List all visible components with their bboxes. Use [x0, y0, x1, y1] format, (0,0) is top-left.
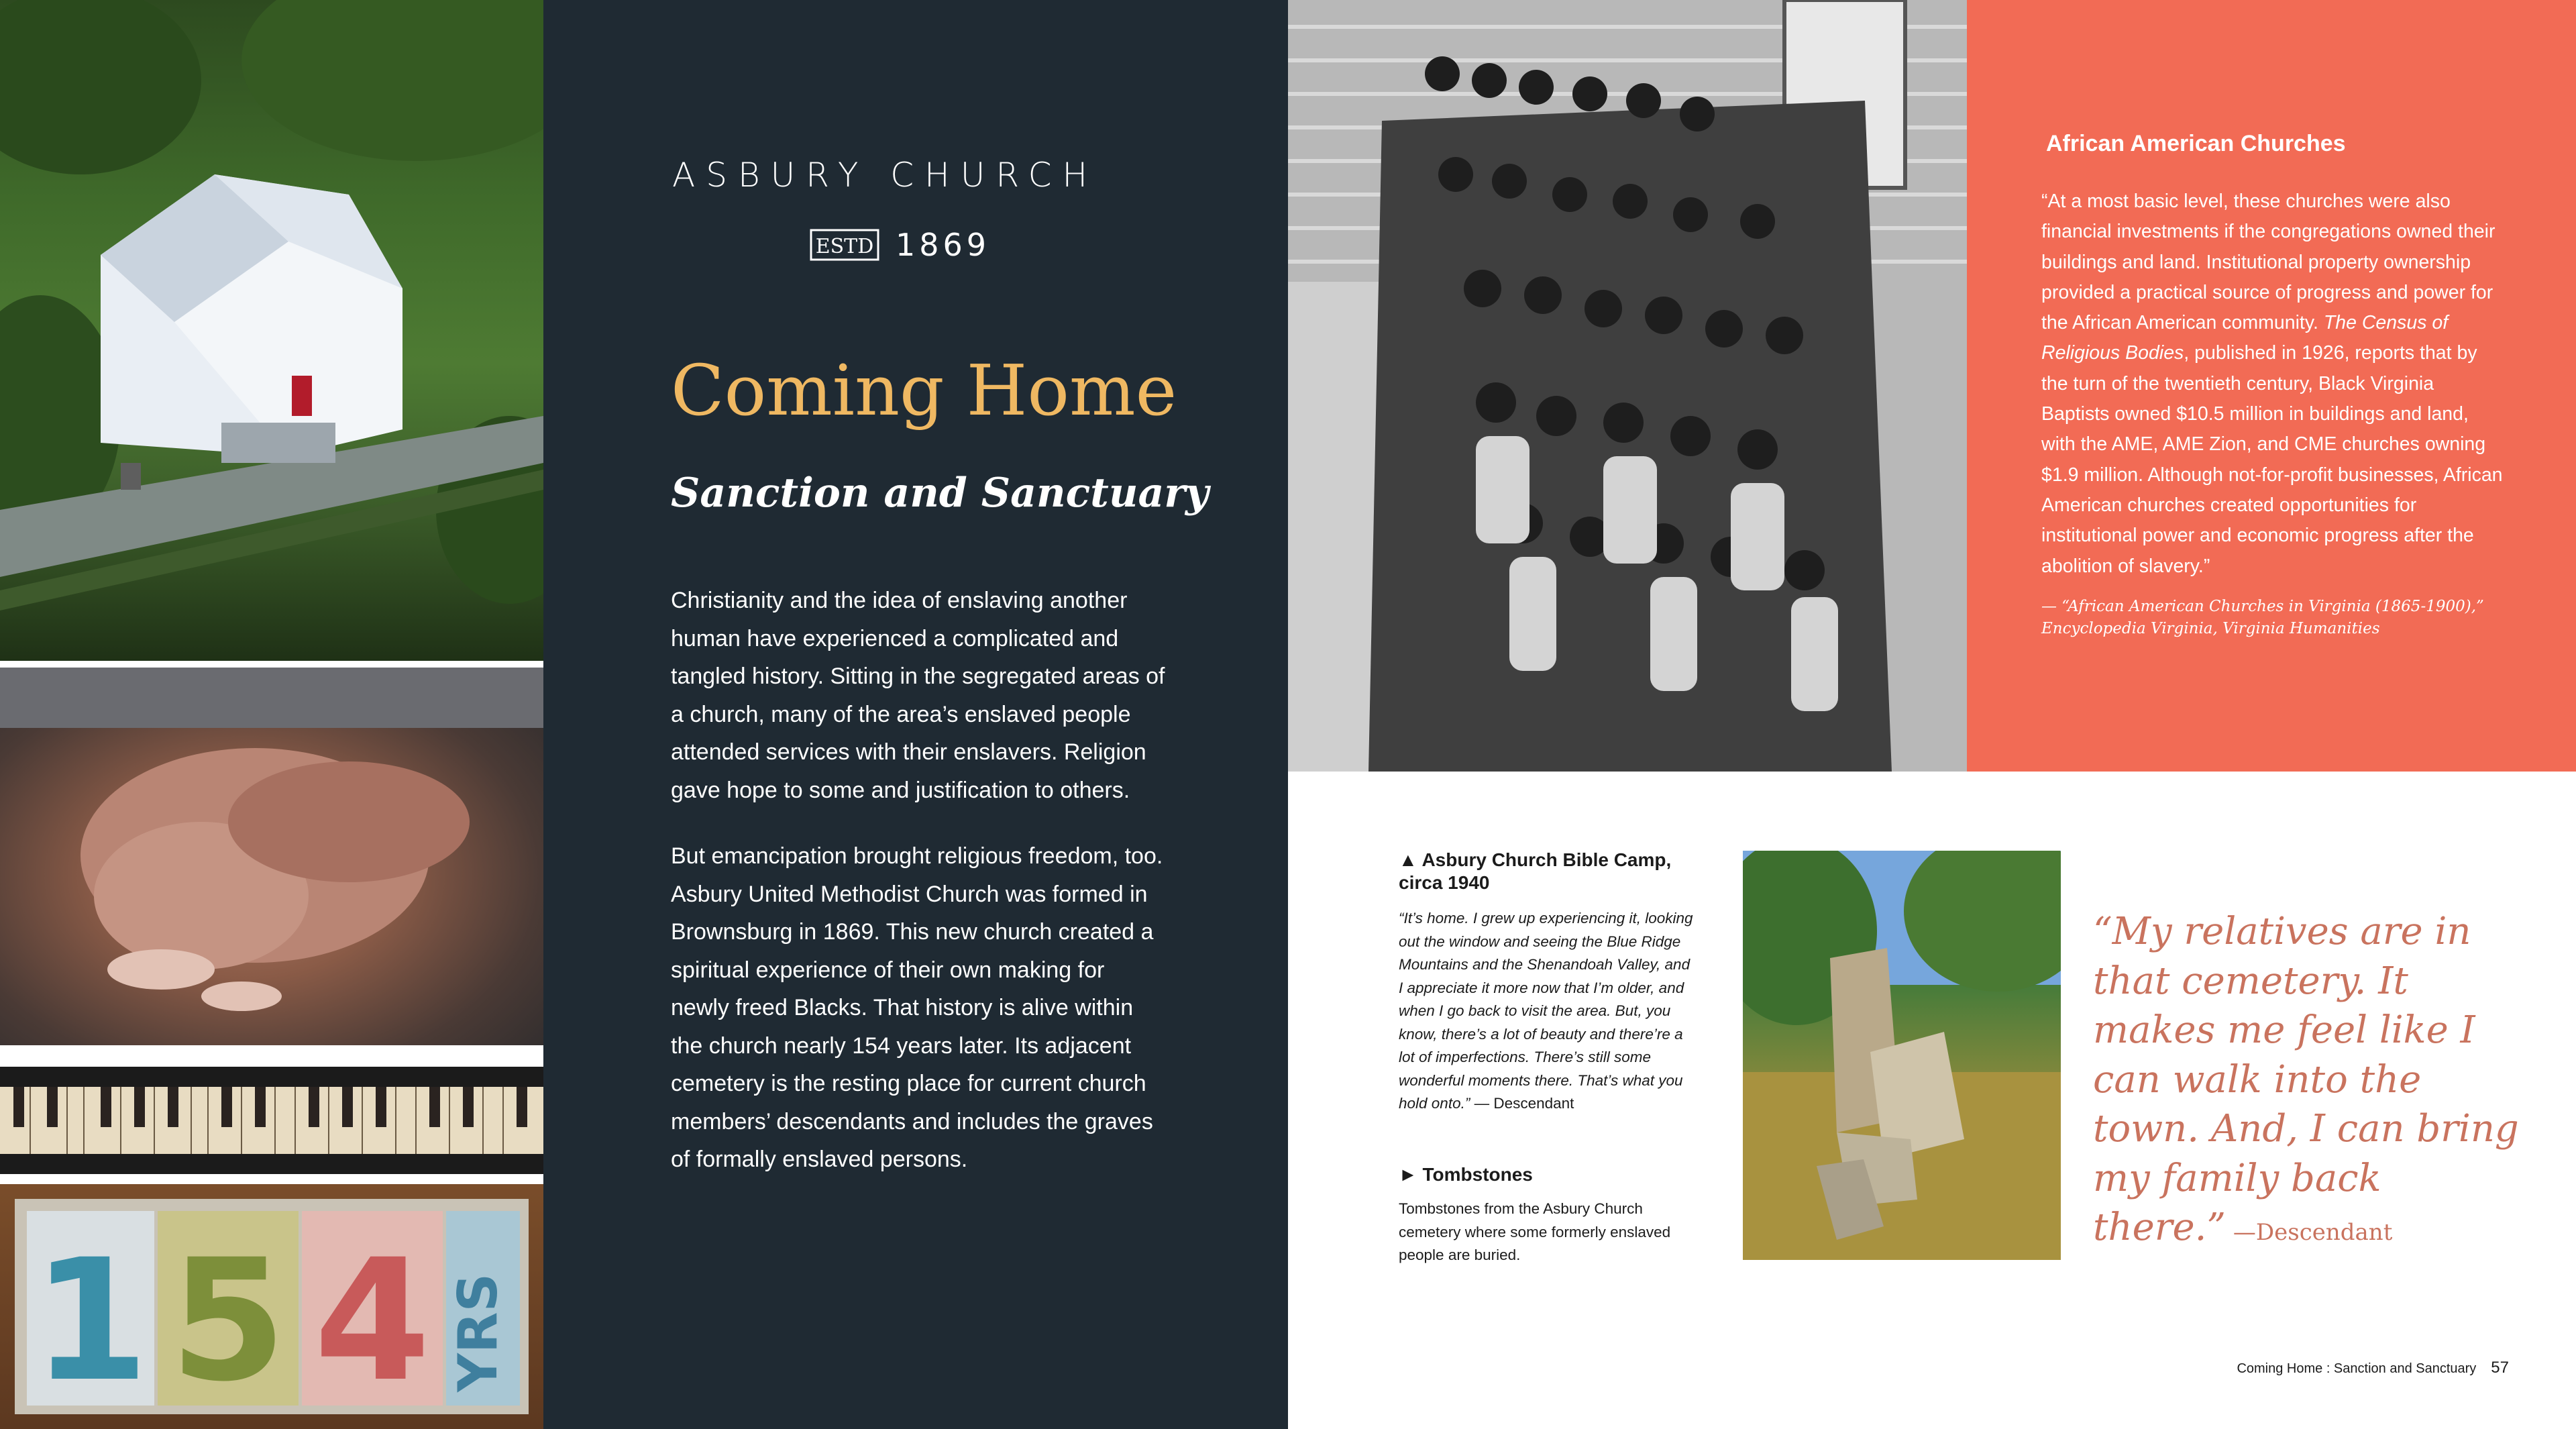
sidebar-quote — [2041, 187, 2504, 582]
running-title: Coming Home : Sanction and Sanctuary — [2237, 1361, 2477, 1376]
digit-1: 1 — [32, 1223, 149, 1418]
page-subtitle: Sanction and Sanctuary — [671, 470, 1209, 517]
tombstones-photo — [1743, 851, 2061, 1260]
tombstones-illustration — [1743, 851, 2061, 1260]
body-paragraph: But emancipation brought religious freedom, too. Asbury United Methodist Church was formed in Brownsburg in 1869. This new church created a spiritual experience of their own making for newly freed Blacks. That history is alive within the church nearly 154 years later. Its adjacent cemetery is the resting place for current church members’ descendants and includes the graves of formally enslaved persons. — [671, 843, 1163, 1172]
clasped-hands-illustration — [0, 668, 543, 1045]
clasped-hands-photo — [0, 668, 543, 1045]
pull-quote — [2093, 907, 2522, 1258]
page-title: Coming Home — [671, 350, 1177, 431]
bible-camp-quote-text: “It’s home. I grew up experiencing it, looking out the window and seeing the Blue Ridge Mountains and the Shenandoah Valley, and I appreciate it more now that I’m older, and when I go back to visit the area. But, you know, there’s a lot of beauty and there’re a lot of imperfections. There’s still some wonderful moments there. That’s what you hold onto.” — [1399, 910, 1693, 1112]
sidebar-quote-part1: “At a most basic level, these churches were also financial investments if the congregations owned their buildings and land. Institutional property ownership provided a practical source of progress and power for the African American community. — [2041, 191, 2496, 334]
estd-badge-text: ESTD — [815, 235, 874, 258]
pull-quote-text: “My relatives are in that cemetery. It makes me feel like I can walk into the town. And, I can bring my family back there.” — [2093, 910, 2519, 1249]
letterpress-blocks-illustration — [0, 1184, 543, 1429]
church-aerial-photo — [0, 0, 543, 661]
church-kicker: ASBURY CHURCH — [672, 156, 1099, 195]
established-year: 1869 — [896, 227, 991, 263]
bible-camp-group-photo — [1288, 0, 1967, 772]
established-row — [808, 225, 990, 265]
page-number: 57 — [2491, 1359, 2509, 1377]
pull-quote-attribution: —Descendant — [2226, 1219, 2393, 1246]
bible-camp-quote-attribution: — Descendant — [1470, 1095, 1574, 1112]
tombstones-caption-title: ► Tombstones — [1399, 1164, 1533, 1185]
tombstones-caption-body: Tombstones from the Asbury Church cemetery where some formerly enslaved people are buried. — [1399, 1200, 1671, 1263]
bible-camp-caption-quote — [1399, 907, 1694, 1116]
sidebar-quote-part2: , published in 1926, reports that by the turn of the twentieth century, Black Virginia Baptists owned $10.5 million in buildings and land, with the AME, AME Zion, and CME churches owning $1.9 million. Although not-for-profit businesses, African American churches created opportunities for institutional power and economic progress after the abolition of slavery.” — [2041, 342, 2503, 577]
sidebar-title: African American Churches — [2046, 131, 2346, 156]
piano-keys-photo — [0, 1067, 543, 1174]
page-footer — [2237, 1359, 2509, 1377]
piano-keys-illustration — [0, 1067, 543, 1174]
yrs-block: YRS — [447, 1273, 509, 1392]
group-photo-illustration — [1288, 0, 1967, 772]
letterpress-154-yrs-photo — [0, 1184, 543, 1429]
digit-5: 5 — [170, 1223, 286, 1418]
estd-badge-icon — [808, 225, 881, 265]
bible-camp-caption-title: ▲ Asbury Church Bible Camp, circa 1940 — [1399, 849, 1672, 893]
body-paragraph: Christianity and the idea of enslaving another human have experienced a complicated and tangled history. Sitting in the segregated areas of a church, many of the area’s enslaved people attended services with their enslavers. Religion gave hope to some and justification to others. — [671, 588, 1165, 803]
sidebar-citation: — “African American Churches in Virginia (1865-1900),” Encyclopedia Virginia, Virginia Humanities — [2041, 598, 2484, 637]
church-aerial-illustration — [0, 0, 543, 661]
digit-4: 4 — [314, 1223, 431, 1418]
sidebar-quote-italic: The Census of Religious Bodies — [2041, 312, 2449, 364]
